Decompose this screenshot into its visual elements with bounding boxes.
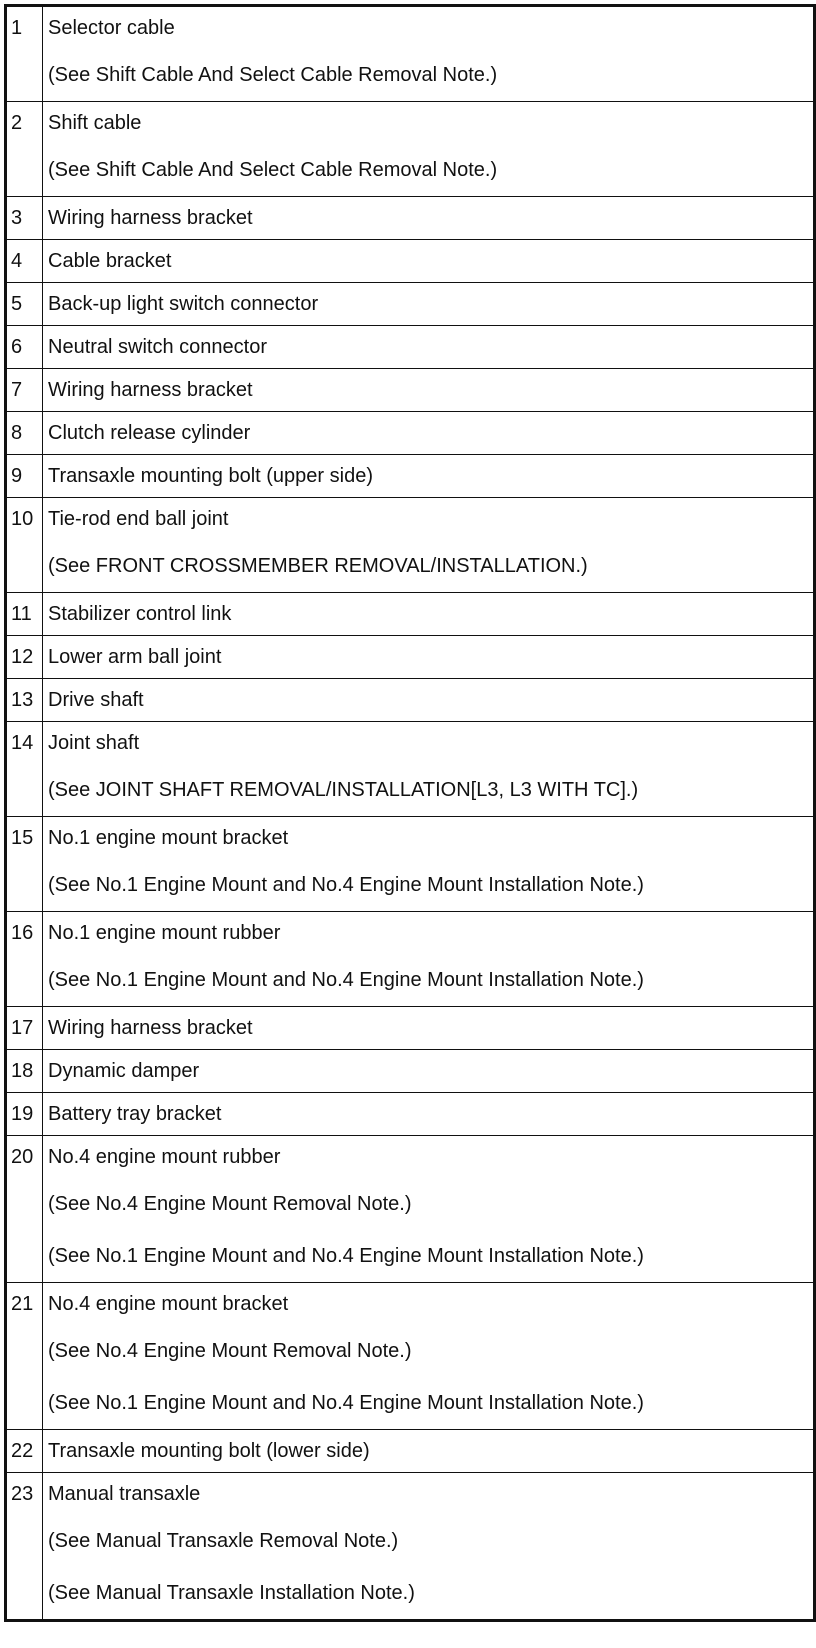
item-description: Dynamic damper [48, 1060, 200, 1082]
item-description: No.1 engine mount bracket [48, 827, 289, 849]
table-row [6, 369, 815, 412]
item-number-cell [6, 679, 43, 722]
item-number-cell [6, 102, 43, 197]
item-reference-note: (See Shift Cable And Select Cable Removal Note.) [48, 64, 498, 86]
table-row [6, 1430, 815, 1473]
item-description-cell [43, 679, 815, 722]
item-description: Joint shaft [48, 732, 140, 754]
item-description: Battery tray bracket [48, 1103, 222, 1125]
item-number-cell [6, 636, 43, 679]
item-number-cell [6, 326, 43, 369]
item-number: 15 [11, 827, 34, 849]
item-description-cell [43, 636, 815, 679]
item-number-cell [6, 498, 43, 593]
item-description: Drive shaft [48, 689, 144, 711]
item-number: 10 [11, 508, 34, 530]
item-reference-note: (See Shift Cable And Select Cable Removal Note.) [48, 159, 498, 181]
item-reference-note: (See FRONT CROSSMEMBER REMOVAL/INSTALLATION.) [48, 555, 588, 577]
table-row [6, 1007, 815, 1050]
item-number-cell [6, 1093, 43, 1136]
item-reference-note: (See No.1 Engine Mount and No.4 Engine Mount Installation Note.) [48, 1245, 644, 1267]
item-reference-note: (See No.1 Engine Mount and No.4 Engine Mount Installation Note.) [48, 1392, 644, 1414]
item-description-cell [43, 1283, 815, 1430]
item-reference-note: (See No.1 Engine Mount and No.4 Engine Mount Installation Note.) [48, 874, 644, 896]
item-description: No.4 engine mount rubber [48, 1146, 281, 1168]
item-number: 8 [11, 422, 23, 444]
item-number: 17 [11, 1017, 34, 1039]
item-description-cell [43, 412, 815, 455]
item-description-cell [43, 326, 815, 369]
table-row [6, 283, 815, 326]
item-number: 23 [11, 1483, 34, 1505]
table-row [6, 455, 815, 498]
item-description-cell [43, 369, 815, 412]
table-row [6, 1473, 815, 1621]
item-reference-note: (See Manual Transaxle Removal Note.) [48, 1530, 399, 1552]
item-description-cell [43, 1136, 815, 1283]
item-number-cell [6, 369, 43, 412]
item-description-cell [43, 912, 815, 1007]
table-row [6, 817, 815, 912]
item-description-cell [43, 1093, 815, 1136]
item-number: 1 [11, 17, 23, 39]
parts-table [4, 4, 816, 1622]
item-description: Clutch release cylinder [48, 422, 251, 444]
item-description: No.4 engine mount bracket [48, 1293, 289, 1315]
item-description-cell [43, 6, 815, 102]
item-description: Wiring harness bracket [48, 207, 253, 229]
table-row [6, 912, 815, 1007]
item-number-cell [6, 283, 43, 326]
item-description-cell [43, 498, 815, 593]
item-description: Back-up light switch connector [48, 293, 319, 315]
item-reference-note: (See JOINT SHAFT REMOVAL/INSTALLATION[L3, L3 WITH TC].) [48, 779, 639, 801]
item-number-cell [6, 455, 43, 498]
item-description-cell [43, 1007, 815, 1050]
item-description: Wiring harness bracket [48, 1017, 253, 1039]
item-description: Wiring harness bracket [48, 379, 253, 401]
table-row [6, 593, 815, 636]
item-number: 7 [11, 379, 23, 401]
table-row [6, 326, 815, 369]
item-number-cell [6, 197, 43, 240]
table-row [6, 102, 815, 197]
parts-table-body [6, 6, 815, 1621]
item-number: 20 [11, 1146, 34, 1168]
table-row [6, 6, 815, 102]
item-description: Neutral switch connector [48, 336, 267, 358]
item-reference-note: (See No.4 Engine Mount Removal Note.) [48, 1193, 412, 1215]
item-number-cell [6, 412, 43, 455]
item-number-cell [6, 240, 43, 283]
item-description-cell [43, 817, 815, 912]
table-row [6, 1093, 815, 1136]
item-number: 6 [11, 336, 23, 358]
item-description: Transaxle mounting bolt (lower side) [48, 1440, 370, 1462]
item-description-cell [43, 455, 815, 498]
item-number: 9 [11, 465, 23, 487]
table-row [6, 498, 815, 593]
item-description-cell [43, 102, 815, 197]
item-description-cell [43, 1050, 815, 1093]
item-number-cell [6, 593, 43, 636]
item-number: 2 [11, 112, 23, 134]
item-description-cell [43, 593, 815, 636]
item-number-cell [6, 1283, 43, 1430]
item-number: 11 [11, 603, 32, 625]
item-number: 22 [11, 1440, 34, 1462]
item-description: Lower arm ball joint [48, 646, 222, 668]
item-number: 19 [11, 1103, 34, 1125]
table-row [6, 1050, 815, 1093]
item-reference-note: (See No.4 Engine Mount Removal Note.) [48, 1340, 412, 1362]
item-description: Shift cable [48, 112, 142, 134]
item-description-cell [43, 1473, 815, 1621]
table-row [6, 722, 815, 817]
table-row [6, 240, 815, 283]
table-row [6, 636, 815, 679]
item-reference-note: (See No.1 Engine Mount and No.4 Engine Mount Installation Note.) [48, 969, 644, 991]
table-row [6, 679, 815, 722]
item-number-cell [6, 1473, 43, 1621]
table-row [6, 1283, 815, 1430]
item-number-cell [6, 1007, 43, 1050]
item-number: 14 [11, 732, 34, 754]
item-description: Transaxle mounting bolt (upper side) [48, 465, 373, 487]
item-number: 21 [11, 1293, 34, 1315]
item-number: 4 [11, 250, 23, 272]
table-row [6, 412, 815, 455]
item-number: 16 [11, 922, 34, 944]
table-row [6, 1136, 815, 1283]
item-description: No.1 engine mount rubber [48, 922, 281, 944]
item-description: Selector cable [48, 17, 175, 39]
item-number: 3 [11, 207, 23, 229]
item-description: Tie-rod end ball joint [48, 508, 229, 530]
item-description-cell [43, 283, 815, 326]
item-description: Manual transaxle [48, 1483, 201, 1505]
item-number-cell [6, 1050, 43, 1093]
item-reference-note: (See Manual Transaxle Installation Note.) [48, 1582, 415, 1604]
item-number-cell [6, 1136, 43, 1283]
table-row [6, 197, 815, 240]
item-number-cell [6, 912, 43, 1007]
item-number: 18 [11, 1060, 34, 1082]
item-number: 12 [11, 646, 34, 668]
item-number-cell [6, 1430, 43, 1473]
item-description: Cable bracket [48, 250, 172, 272]
item-number: 5 [11, 293, 23, 315]
item-description: Stabilizer control link [48, 603, 232, 625]
item-number-cell [6, 722, 43, 817]
item-number-cell [6, 817, 43, 912]
item-number: 13 [11, 689, 34, 711]
item-number-cell [6, 6, 43, 102]
item-description-cell [43, 1430, 815, 1473]
item-description-cell [43, 240, 815, 283]
item-description-cell [43, 197, 815, 240]
item-description-cell [43, 722, 815, 817]
